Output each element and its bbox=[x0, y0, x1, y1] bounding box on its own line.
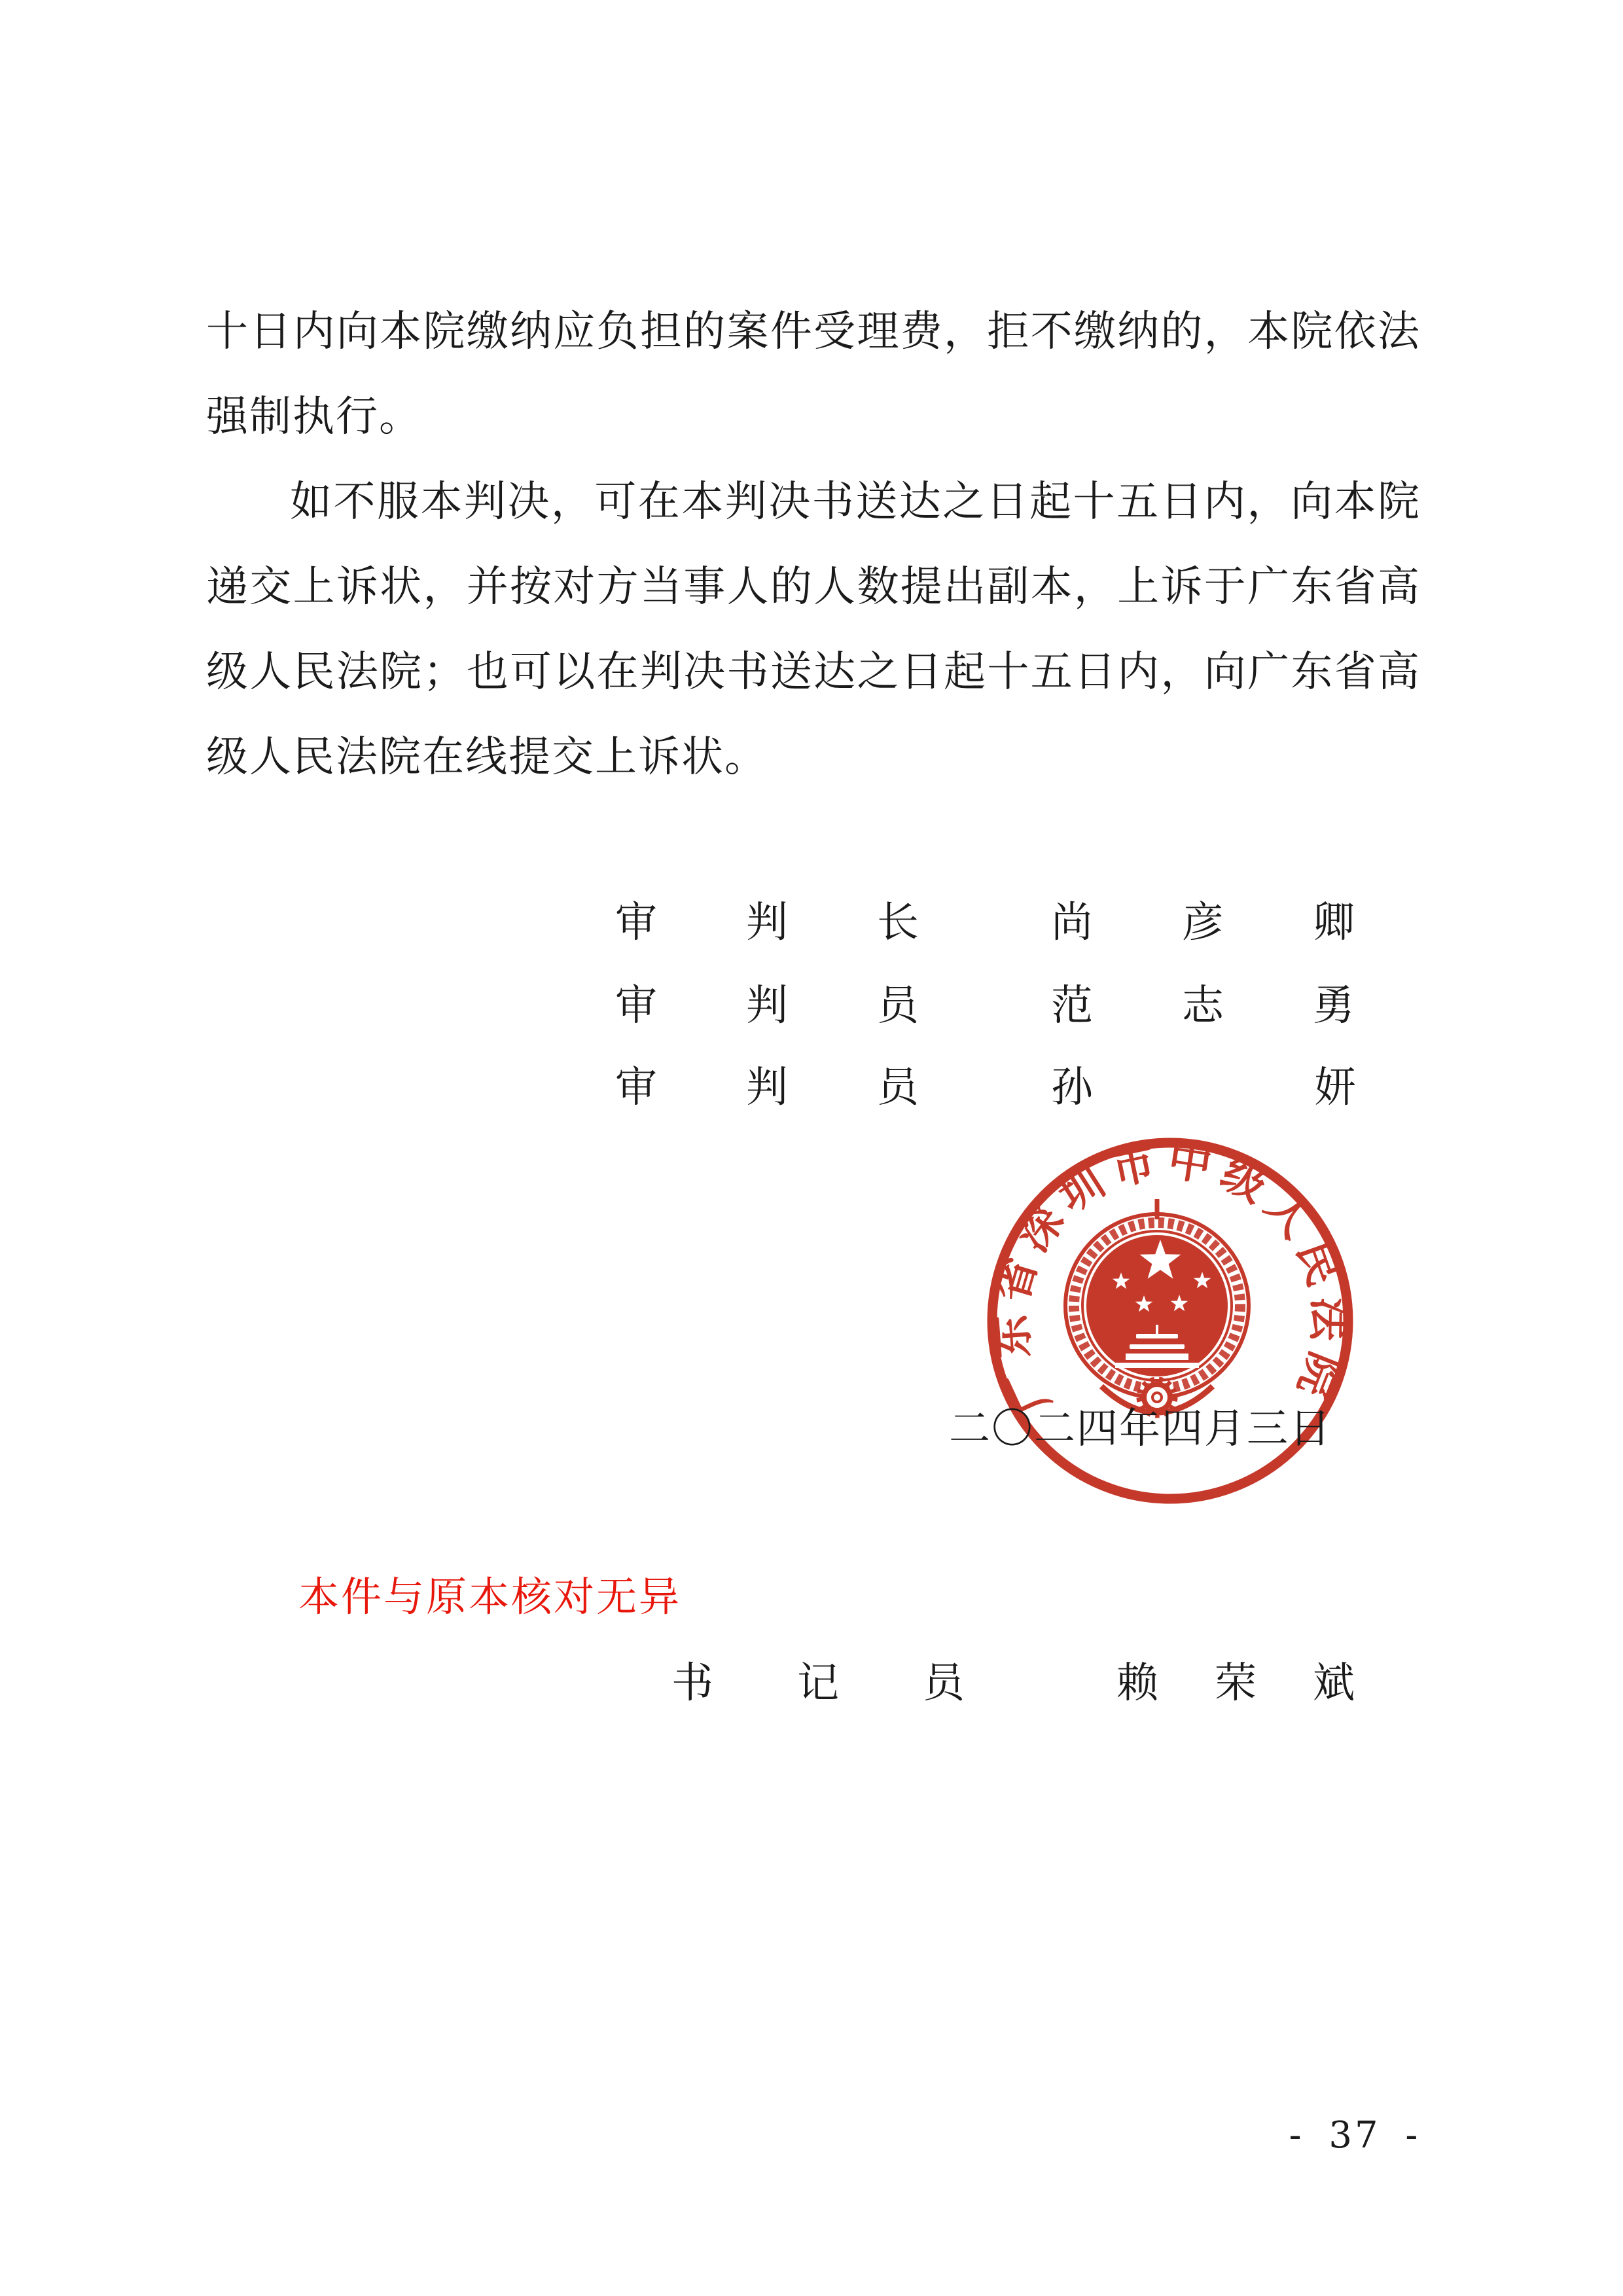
judgment-body bbox=[206, 289, 1421, 800]
judge-title: 审判长 bbox=[615, 899, 1008, 946]
judge-row-third bbox=[615, 1064, 1577, 1111]
clerk-row bbox=[671, 1662, 1411, 1704]
court-seal-stamp bbox=[980, 1131, 1360, 1511]
judge-name: 尚彦卿 bbox=[1051, 899, 1444, 946]
seal-text-path: 广东省深圳市中级人民法院 bbox=[986, 1136, 1353, 1421]
court-seal-graphic bbox=[980, 1131, 1360, 1511]
judge-name: 孙妍 bbox=[1051, 1064, 1577, 1111]
judge-row-second bbox=[615, 982, 1444, 1029]
judge-row-presiding bbox=[615, 899, 1444, 946]
paragraph-appeal-rights: 如不服本判决，可在本判决书送达之日起十五日内，向本院递交上诉状，并按对方当事人的人数提出副本，上诉于广东省高级人民法院；也可以在判决书送达之日起十五日内，向广东省高级人民法院在线提交上诉状。 bbox=[206, 478, 1421, 780]
judge-title: 审判员 bbox=[615, 1064, 1008, 1111]
clerk-name: 赖荣斌 bbox=[1116, 1660, 1411, 1706]
clerk-title: 书记员 bbox=[671, 1660, 1048, 1706]
paragraph-fee-enforcement: 十日内向本院缴纳应负担的案件受理费，拒不缴纳的，本院依法强制执行。 bbox=[206, 308, 1421, 440]
page-number: - 37 - bbox=[1289, 2114, 1421, 2157]
judgment-date: 二〇二四年四月三日 bbox=[949, 1406, 1332, 1452]
judge-name: 范志勇 bbox=[1051, 982, 1444, 1029]
copy-verification-note: 本件与原本核对无异 bbox=[298, 1575, 682, 1620]
judge-title: 审判员 bbox=[615, 982, 1008, 1029]
